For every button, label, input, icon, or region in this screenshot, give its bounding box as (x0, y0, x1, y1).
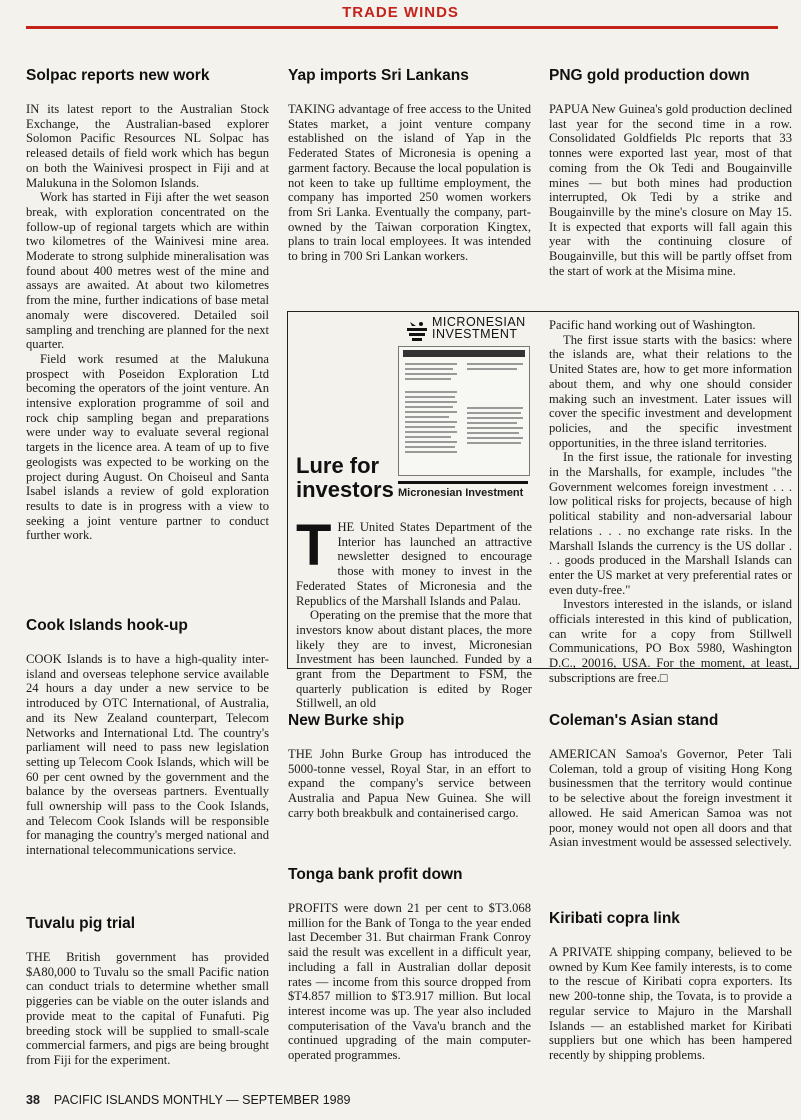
article-heading: Kiribati copra link (549, 910, 680, 927)
feature-box (287, 311, 799, 711)
article-paragraph: Operating on the premise that the more that investors know about distant places, the more likely they are to invest, Micronesian Investment has been launched. Funded by a grant from the Department to FSM, the quarterly publication is edited by Roger Stillwell, an old (296, 608, 532, 711)
article-paragraph: Work has started in Fiji after the wet season break, with exploration concentrated on the follow-up of regional targets which are within two kilometres of the Wainivesi mine area. Moderate to strong sulphide mineralisation was found about 400 metres west of the mine and assays are awaited. At about two kilometres from the mine, further indications of base metal anomaly were discovered. Detailed soil sampling and trenching are planned for the next quarter. (26, 190, 269, 352)
section-title: TRADE WINDS (342, 4, 459, 21)
publication-line: PACIFIC ISLANDS MONTHLY — SEPTEMBER 1989 (53, 1093, 351, 1107)
article-paragraph: PAPUA New Guinea's gold production declined last year for the second time in a row. Consolidated Goldfields Plc reports that 33 tonnes were exported last year, most of that coming from the Ok Tedi and Bougainville mines — but both mines had production interrupted, Ok Tedi by a strike and Bougainville by the mine's closure on May 15. It is expected that exports will fall again this year with the continuing closure of Bougainville, but this will be partly offset from the start of work at the Misima mine. (549, 102, 792, 278)
article-heading: Solpac reports new work (26, 67, 210, 84)
feature-heading: Lure for investors (296, 453, 394, 502)
article-heading: Cook Islands hook-up (26, 617, 188, 634)
header-rule (26, 26, 778, 29)
article-heading: Yap imports Sri Lankans (288, 67, 469, 84)
paragraph-text: HE United States Department of the Interior has launched an attractive newsletter designed to encourage those with money to invest in the Federated States of Micronesia and the Republics of the Marshall Islands and Palau. (296, 520, 532, 608)
article-paragraph: A PRIVATE shipping company, believed to be owned by Kum Kee family interests, is to come to the rescue of Kiribati copra exporters. Its new 200-tonne ship, the Tovata, is to provide a regular service to Majuro in the Marshall Islands — an established market for Kiribati suppliers but one which has been hampered recently by shipping problems. (549, 945, 792, 1062)
article-burke (288, 712, 531, 821)
newsletter-cover-image (398, 346, 530, 476)
article-paragraph: TAKING advantage of free access to the United States market, a joint venture company established on the island of Yap in the Federated States of Micronesia is opening a garment factory. Because the local population is not keen to take up fulltime employment, the company has imported 250 women workers from Sri Lanka. Eventually the company, part-owned by the Taiwan corporation Kingtex, plans to train local employees. It was intended to bring in 700 Sri Lankan workers. (288, 102, 531, 264)
section-header (0, 0, 801, 46)
article-kiribati (549, 910, 792, 1063)
article-solpac (26, 67, 269, 543)
article-png (549, 67, 792, 278)
article-paragraph: PROFITS were down 21 per cent to $T3.068 million for the Bank of Tonga to the year ended last December 31. But chairman Frank Conroy said the result was excellent in a difficult year, including a fall in Australian dollar deposit rates — income from this source dropped from $T4.857 million to $T3.917 million. But local interest income was up. The year also included computerisation of the Vava'u branch and the continued upgrading of the main computer-operated programmes. (288, 901, 531, 1063)
article-tuvalu (26, 915, 269, 1068)
article-paragraph: In the first issue, the rationale for investing in the Marshalls, for example, includes "the Government welcomes foreign investment . . . low political risks for projects, because of high political stability and non-adversarial labour relations . . . no exchange rate risks. In the Marshall Islands the currency is the US dollar . . . goods produced in the Marshall Islands can enter the US market at very preferential rates or even duty-free." (549, 450, 792, 597)
newsletter-logo (406, 314, 534, 346)
logo-line: MICRONESIAN (432, 315, 526, 329)
feature-right-column (549, 318, 792, 686)
article-paragraph: Investors interested in the islands, or island officials interested in this kind of publication, can write for a copy from Stillwell Communications, PO Box 5980, Washington D.C., 20016, USA. For the moment, at least, subscriptions are free.□ (549, 597, 792, 685)
article-paragraph: Pacific hand working out of Washington. (549, 318, 756, 332)
article-heading: Tuvalu pig trial (26, 915, 136, 932)
caption-rule (398, 481, 528, 484)
image-caption: Micronesian Investment (398, 487, 524, 499)
article-tonga (288, 866, 531, 1063)
page-footer (26, 1093, 351, 1107)
article-paragraph: Field work resumed at the Malukuna prospect with Poseidon Exploration Ltd becoming the operators of the joint venture. An intensive exploration programme of soil and rock chip sampling began and preparations were under way to evaluate several regional targets in the licence area. A team of up to five geologists was expected to be working on the project during August. On Choiseul and Santa Isabel islands a review of gold exploration results to date is in progress with a view to seeking a joint venture partner to conduct further work. (26, 351, 269, 543)
article-paragraph: The first issue starts with the basics: where the islands are, what their relations to the United States are, how to get more information about them, and why one should consider making such an investment. Later issues will cover the specific investment and development policies, and the specific investment opportunities, in the three island territories. (549, 332, 792, 450)
article-yap (288, 67, 531, 264)
article-paragraph: IN its latest report to the Australian Stock Exchange, the Australian-based explorer Solomon Pacific Resources NL Solpac has released details of field work which has begun on both the Wainivesi prospect in Fiji and at Malukuna in the Solomon Islands. (26, 102, 269, 190)
drop-cap: T (296, 513, 332, 578)
article-coleman (549, 712, 792, 850)
globe-icon (406, 320, 428, 342)
article-paragraph: AMERICAN Samoa's Governor, Peter Tali Coleman, told a group of visiting Hong Kong businessmen that the territory would continue to be selective about the foreign investment it allowed. He said American Samoa was not poor, money would not open all doors and that Asian investment would be assessed selectively. (549, 747, 792, 850)
article-heading: Tonga bank profit down (288, 866, 463, 883)
article-heading: PNG gold production down (549, 67, 750, 84)
feature-left-column (296, 513, 532, 711)
article-heading: Coleman's Asian stand (549, 712, 719, 729)
logo-text (432, 316, 526, 340)
article-paragraph (296, 513, 532, 608)
article-cook-islands (26, 617, 269, 858)
article-paragraph: COOK Islands is to have a high-quality inter-island and overseas telephone service available 24 hours a day under a new service to be introduced by OTC International, of Australia, and its New Zealand counterpart, Telecom Networks and International Ltd. The country's parliament will need to pass new legislation setting up Telecom Cook Islands, which will be 60 per cent owned by the government and the balance by the overseas partners. Eventually full ownership will pass to the Cook Islands, and Telecom Cook Islands will be responsible for managing the country's merged national and international telecommunications service. (26, 652, 269, 858)
article-paragraph: THE British government has provided $A80,000 to Tuvalu so the small Pacific nation can conduct trials to determine whether small piggeries can be viable on the outer islands and provide meat to the capital of Funafuti. Pig breeding stock will be supplied to small-scale commercial farmers, and pigs are being brought from Fiji for the experiment. (26, 950, 269, 1067)
article-paragraph: THE John Burke Group has introduced the 5000-tonne vessel, Royal Star, in an effort to expand the company's service between Australia and Papua New Guinea. She will carry both breakbulk and containerised cargo. (288, 747, 531, 820)
article-heading: New Burke ship (288, 712, 405, 729)
page-number: 38 (26, 1093, 40, 1107)
logo-line: INVESTMENT (432, 327, 518, 341)
